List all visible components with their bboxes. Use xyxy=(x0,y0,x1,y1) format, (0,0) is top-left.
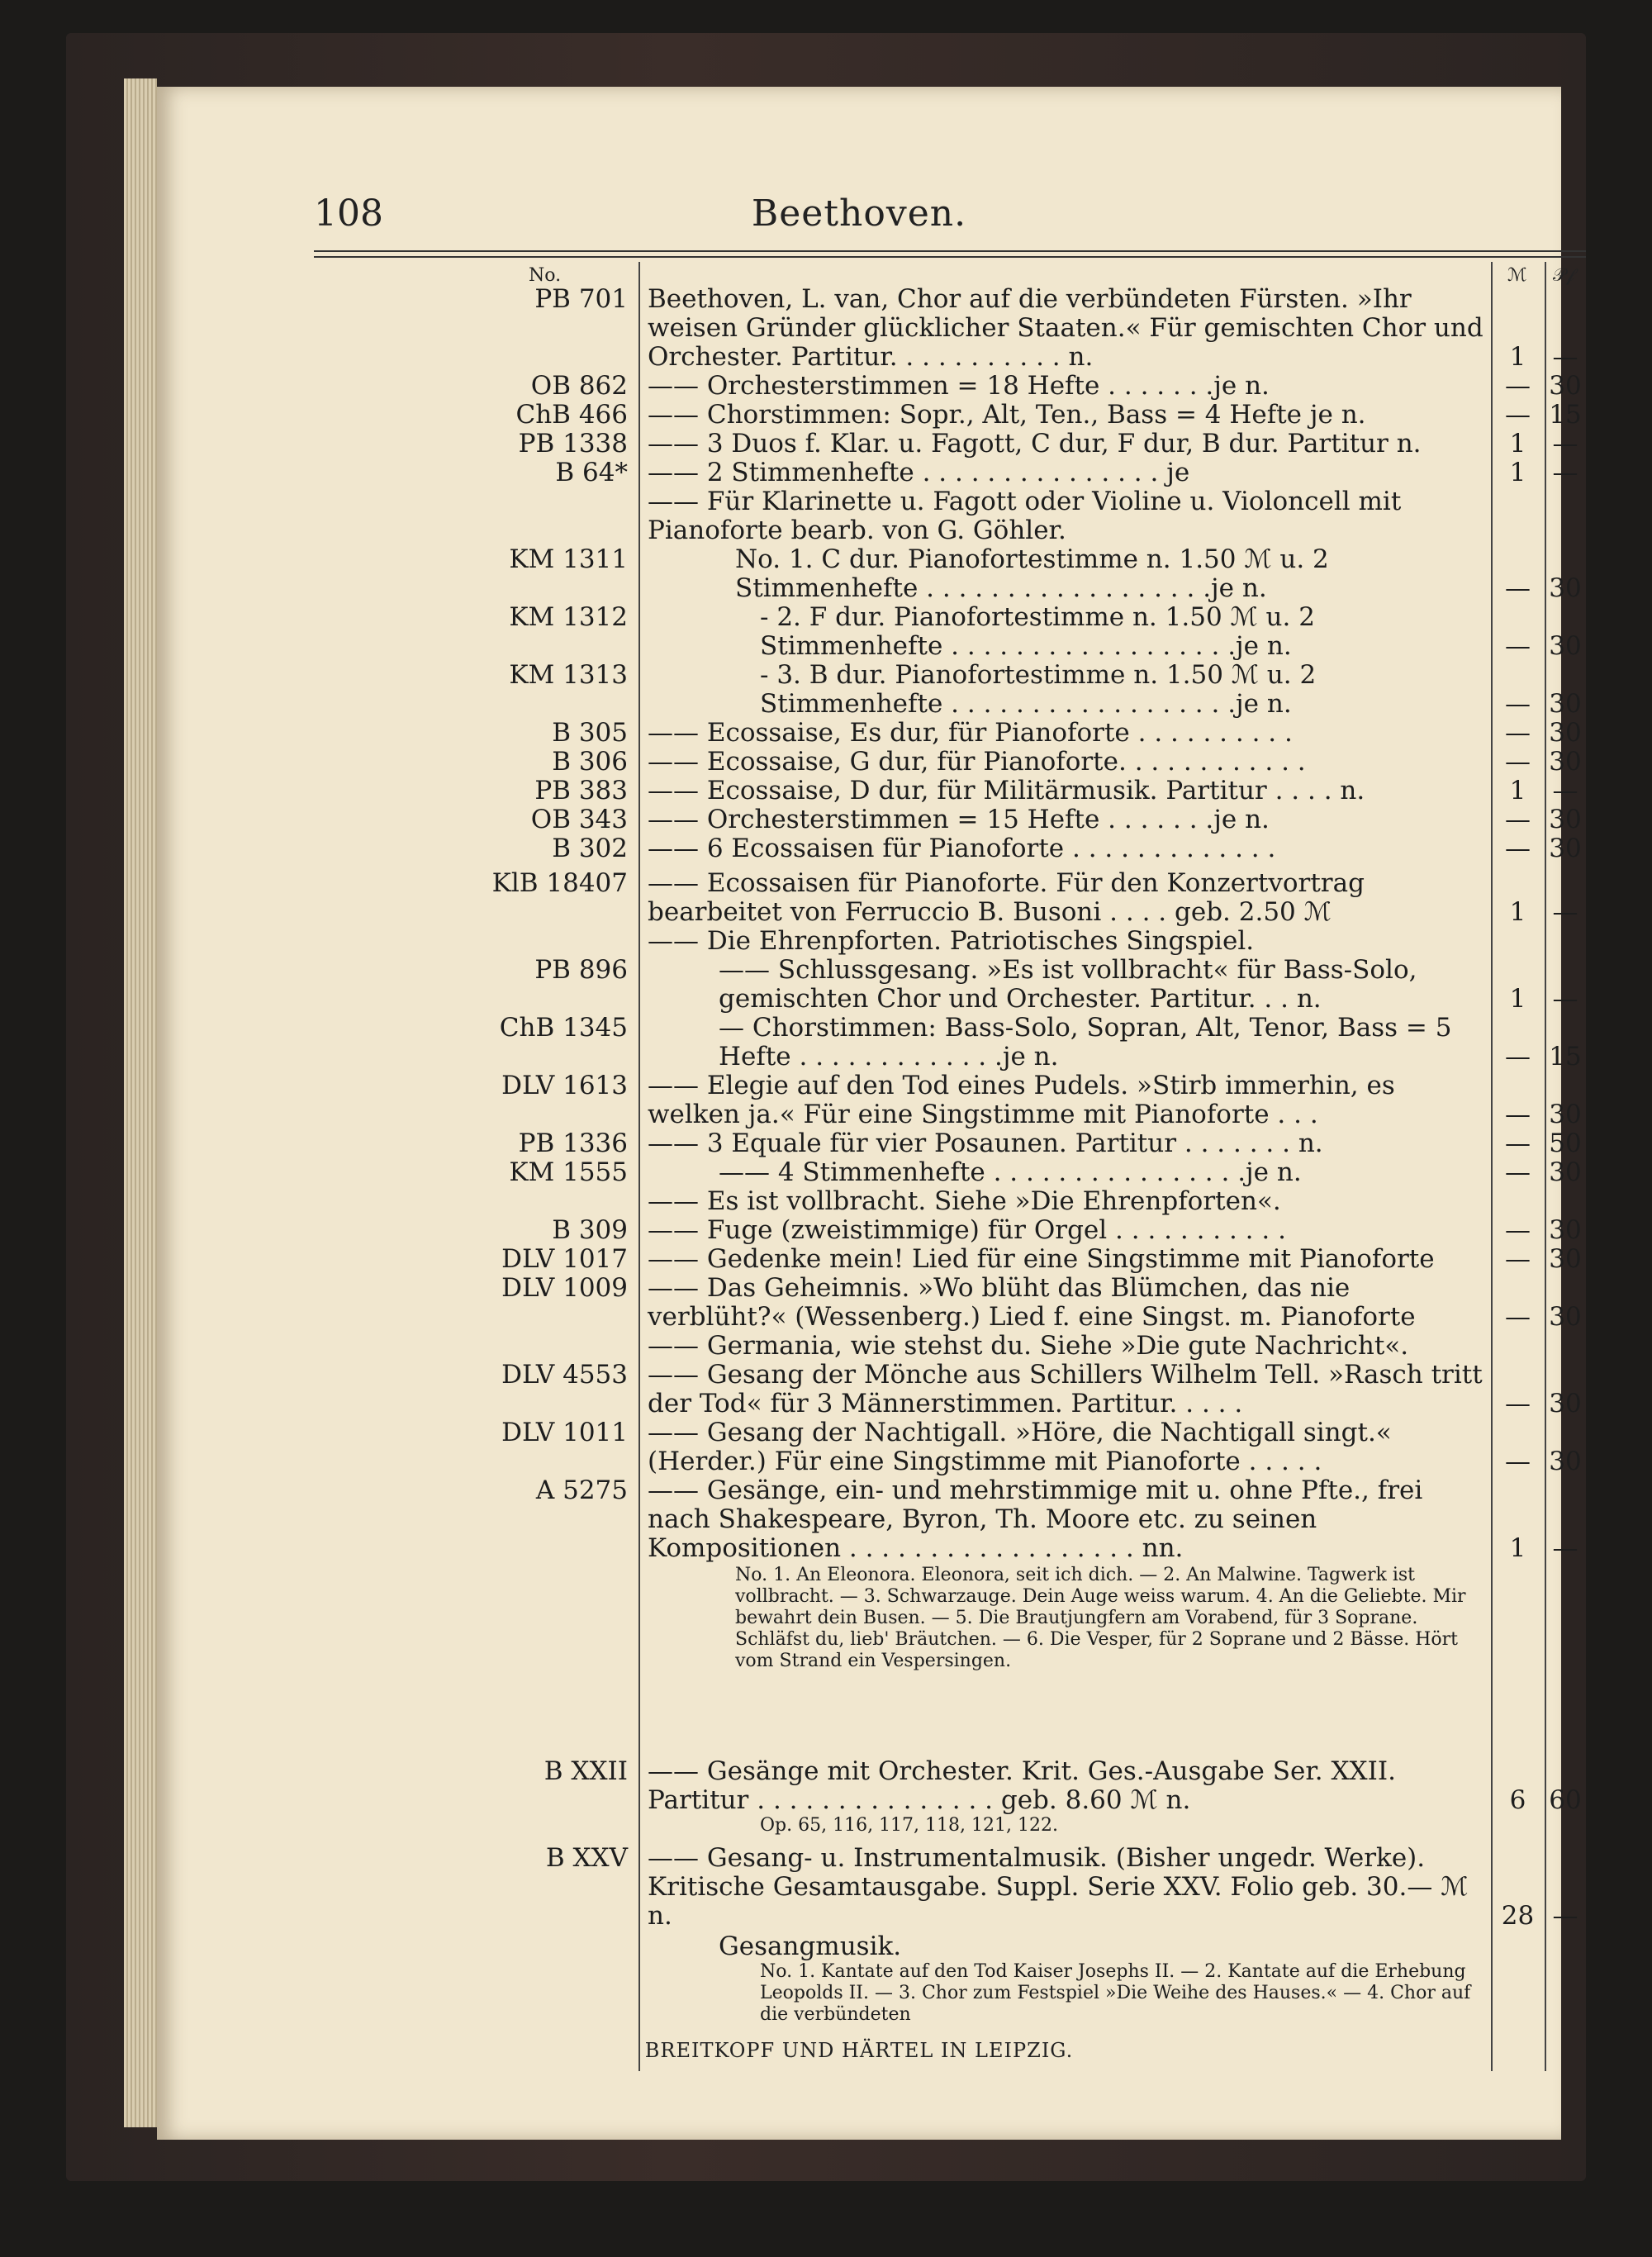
entry-mark: — xyxy=(1505,371,1531,401)
entry-mark: — xyxy=(1505,1302,1531,1332)
entry-mark: — xyxy=(1505,1042,1531,1071)
entry-mark: — xyxy=(1505,1100,1531,1129)
entry-mark: 1 xyxy=(1509,429,1526,459)
entry-text: —— Fuge (zweistimmige) für Orgel . . . . . . . . . . . xyxy=(648,1215,1286,1245)
entry-number: KM 1311 xyxy=(509,544,628,574)
entry-mark: — xyxy=(1505,805,1531,834)
entry-pfennig: 30 xyxy=(1549,1215,1582,1245)
entry-mark: — xyxy=(1505,1447,1531,1476)
entry-number: KM 1312 xyxy=(509,602,628,632)
entry-mark: — xyxy=(1505,689,1531,719)
entry-text: —— Elegie auf den Tod eines Pudels. »Stirb immerhin, es welken ja.« Für eine Singstimme mit Pianoforte . . . xyxy=(648,1071,1395,1129)
entry-text: - 2. F dur. Pianofortestimme n. 1.50 ℳ u. 2 Stimmenhefte . . . . . . . . . . . . . . . . . .je n. xyxy=(760,602,1315,661)
entry-pfennig: — xyxy=(1552,429,1578,459)
entry-pfennig: 30 xyxy=(1549,1447,1582,1476)
entry-pfennig: 30 xyxy=(1549,1244,1582,1274)
entry-number: DLV 1009 xyxy=(501,1273,628,1303)
entry-mark: 28 xyxy=(1501,1901,1535,1931)
entry-pfennig: 30 xyxy=(1549,805,1582,834)
entry-text: —— 6 Ecossaisen für Pianoforte . . . . . . . . . . . . . xyxy=(648,834,1276,863)
page-title: Beethoven. xyxy=(751,192,967,235)
column-header-mark: ℳ xyxy=(1507,265,1527,286)
entry-pfennig: 30 xyxy=(1549,834,1582,863)
note-text: Op. 65, 116, 117, 118, 121, 122. xyxy=(760,1815,1058,1836)
header-rule-double xyxy=(314,256,1586,258)
entry-mark: 1 xyxy=(1509,984,1526,1014)
entry-number: A 5275 xyxy=(535,1475,628,1505)
entry-mark: 1 xyxy=(1509,897,1526,927)
entry-pfennig: 30 xyxy=(1549,1302,1582,1332)
entry-text: —— Gesang der Mönche aus Schillers Wilhelm Tell. »Rasch tritt der Tod« für 3 Männerstimmen. Partitur. . . . . xyxy=(648,1360,1483,1418)
entry-pfennig: — xyxy=(1552,897,1578,927)
entry-number: PB 383 xyxy=(534,776,628,805)
note-text: No. 1. Kantate auf den Tod Kaiser Josephs II. — 2. Kantate auf die Erhebung Leopolds II. — 3. Chor zum Festspiel »Die Weihe des Hauses.« — 4. Chor auf die verbündeten xyxy=(760,1961,1471,2025)
entry-text: —— Gesang- u. Instrumentalmusik. (Bisher ungedr. Werke). Kritische Gesamtausgabe. Suppl. Serie XXV. Folio geb. 30.— ℳ n. xyxy=(648,1843,1469,1931)
page-number: 108 xyxy=(314,192,383,235)
entry-mark: 1 xyxy=(1509,1533,1526,1563)
entry-mark: — xyxy=(1505,573,1531,603)
entry-number: OB 343 xyxy=(530,805,628,834)
entry-pfennig: 30 xyxy=(1549,1389,1582,1418)
entry-text: No. 1. C dur. Pianofortestimme n. 1.50 ℳ u. 2 Stimmenhefte . . . . . . . . . . . . . . . . . .je n. xyxy=(735,544,1329,603)
entry-number: B 64* xyxy=(555,458,628,487)
catalog-table xyxy=(314,262,1586,2071)
entry-text: —— 2 Stimmenhefte . . . . . . . . . . . . . . . je xyxy=(648,458,1190,487)
entry-pfennig: — xyxy=(1552,458,1578,487)
entry-number: OB 862 xyxy=(530,371,628,401)
catalog-page xyxy=(157,87,1582,2140)
entry-text: —— Die Ehrenpforten. Patriotisches Singspiel. xyxy=(648,926,1255,956)
entry-mark: — xyxy=(1505,718,1531,748)
entry-text: —— 3 Equale für vier Posaunen. Partitur . . . . . . . n. xyxy=(648,1128,1323,1158)
entry-text: —— Orchesterstimmen = 18 Hefte . . . . . . .je n. xyxy=(648,371,1270,401)
entry-text: —— Es ist vollbracht. Siehe »Die Ehrenpforten«. xyxy=(648,1186,1281,1216)
entry-text: —— Ecossaisen für Pianoforte. Für den Konzertvortrag bearbeitet von Ferruccio B. Busoni . . . . geb. 2.50 ℳ xyxy=(648,868,1365,927)
entry-mark: — xyxy=(1505,747,1531,777)
entry-mark: — xyxy=(1505,1128,1531,1158)
header-rule xyxy=(314,250,1586,252)
entry-pfennig: 30 xyxy=(1549,631,1582,661)
entry-text: —— Ecossaise, G dur, für Pianoforte. . . . . . . . . . . . xyxy=(648,747,1306,777)
entry-number: ChB 1345 xyxy=(499,1013,628,1043)
entry-number: DLV 1613 xyxy=(501,1071,628,1100)
entry-pfennig: 15 xyxy=(1549,400,1582,430)
entry-text: —— Chorstimmen: Sopr., Alt, Ten., Bass = 4 Hefte je n. xyxy=(648,400,1366,430)
publisher-footer: BREITKOPF UND HÄRTEL IN LEIPZIG. xyxy=(644,2039,1074,2062)
entry-pfennig: — xyxy=(1552,776,1578,805)
entry-text: —— 4 Stimmenhefte . . . . . . . . . . . . . . . .je n. xyxy=(719,1157,1302,1187)
entry-text: — Chorstimmen: Bass-Solo, Sopran, Alt, Tenor, Bass = 5 Hefte . . . . . . . . . . . . .je n. xyxy=(719,1013,1452,1071)
entry-pfennig: 30 xyxy=(1549,718,1582,748)
entry-text: —— Germania, wie stehst du. Siehe »Die gute Nachricht«. xyxy=(648,1331,1409,1361)
entry-text: —— Gesänge, ein- und mehrstimmige mit u. ohne Pfte., frei nach Shakespeare, Byron, Th. Moore etc. zu seinen Kompositionen . . . . . . . . . . . . . . . . . . nn. xyxy=(648,1475,1423,1563)
entry-mark: — xyxy=(1505,1244,1531,1274)
entry-pfennig: 30 xyxy=(1549,1157,1582,1187)
entry-mark: 1 xyxy=(1509,776,1526,805)
entry-number: KM 1313 xyxy=(509,660,628,690)
entry-number: B 309 xyxy=(552,1215,628,1245)
entry-text: —— Gedenke mein! Lied für eine Singstimme mit Pianoforte xyxy=(648,1244,1435,1274)
entry-text: Gesangmusik. xyxy=(719,1932,902,1961)
entry-mark: 1 xyxy=(1509,458,1526,487)
page-edges xyxy=(124,78,157,2127)
entry-number: B XXII xyxy=(544,1756,628,1786)
entry-number: PB 1336 xyxy=(518,1128,628,1158)
entry-pfennig: 30 xyxy=(1549,371,1582,401)
entry-pfennig: 30 xyxy=(1549,573,1582,603)
entry-mark: — xyxy=(1505,834,1531,863)
entry-number: DLV 1011 xyxy=(501,1418,628,1447)
entry-number: ChB 466 xyxy=(515,400,628,430)
entry-pfennig: — xyxy=(1552,1533,1578,1563)
entry-number: PB 1338 xyxy=(518,429,628,459)
entry-pfennig: 30 xyxy=(1549,1100,1582,1129)
entry-number: PB 896 xyxy=(534,955,628,985)
entry-number: B 306 xyxy=(552,747,628,777)
entry-pfennig: — xyxy=(1552,342,1578,372)
entry-text: —— Schlussgesang. »Es ist vollbracht« für Bass-Solo, gemischten Chor und Orchester. Partitur. . . n. xyxy=(719,955,1417,1014)
entry-pfennig: 60 xyxy=(1549,1785,1582,1815)
column-divider xyxy=(638,262,640,2071)
entry-mark: — xyxy=(1505,400,1531,430)
entry-text: Beethoven, L. van, Chor auf die verbündeten Fürsten. »Ihr weisen Gründer glücklicher Staaten.« Für gemischten Chor und Orchester. Partitur. . . . . . . . . . . n. xyxy=(648,284,1483,372)
entry-number: DLV 1017 xyxy=(501,1244,628,1274)
entry-text: —— Für Klarinette u. Fagott oder Violine u. Violoncell mit Pianoforte bearb. von G. Göhler. xyxy=(648,487,1402,545)
entry-mark: — xyxy=(1505,1389,1531,1418)
entry-number: KlB 18407 xyxy=(491,868,628,898)
entry-text: —— Orchesterstimmen = 15 Hefte . . . . . . .je n. xyxy=(648,805,1270,834)
entry-pfennig: 50 xyxy=(1549,1128,1582,1158)
entry-mark: 1 xyxy=(1509,342,1526,372)
column-header-pfennig: 𝒫𝒻 xyxy=(1553,265,1574,286)
entry-number: B XXV xyxy=(545,1843,628,1873)
entry-text: —— Ecossaise, D dur, für Militärmusik. Partitur . . . . n. xyxy=(648,776,1365,805)
entry-number: PB 701 xyxy=(534,284,628,314)
entry-mark: — xyxy=(1505,1157,1531,1187)
entry-text: —— Gesänge mit Orchester. Krit. Ges.-Ausgabe Ser. XXII. Partitur . . . . . . . . . . . . . . . geb. 8.60 ℳ n. xyxy=(648,1756,1396,1815)
note-text: No. 1. An Eleonora. Eleonora, seit ich dich. — 2. An Malwine. Tagwerk ist vollbracht. — 3. Schwarzauge. Dein Auge weiss warum. 4. An die Geliebte. Mir bewahrt dein Busen. — 5. Die Brautjungfern am Vorabend, für 3 Soprane. Schläfst du, lieb' Bräutchen. — 6. Die Vesper, für 2 Soprane und 2 Bässe. Hört vom Strand ein Vespersingen. xyxy=(735,1565,1466,1671)
entry-text: —— 3 Duos f. Klar. u. Fagott, C dur, F dur, B dur. Partitur n. xyxy=(648,429,1422,459)
column-header-no: No. xyxy=(529,265,562,286)
entry-text: —— Das Geheimnis. »Wo blüht das Blümchen, das nie verblüht?« (Wessenberg.) Lied f. eine Singst. m. Pianoforte xyxy=(648,1273,1416,1332)
entry-number: B 305 xyxy=(552,718,628,748)
entry-number: DLV 4553 xyxy=(501,1360,628,1390)
running-head xyxy=(157,192,1561,242)
entry-pfennig: 30 xyxy=(1549,689,1582,719)
entry-text: —— Ecossaise, Es dur, für Pianoforte . . . . . . . . . . xyxy=(648,718,1293,748)
entry-number: B 302 xyxy=(552,834,628,863)
entry-number: KM 1555 xyxy=(509,1157,628,1187)
entry-pfennig: 30 xyxy=(1549,747,1582,777)
entry-pfennig: — xyxy=(1552,1901,1578,1931)
entry-mark: 6 xyxy=(1509,1785,1526,1815)
entry-pfennig: — xyxy=(1552,984,1578,1014)
entry-pfennig: 15 xyxy=(1549,1042,1582,1071)
entry-text: —— Gesang der Nachtigall. »Höre, die Nachtigall singt.« (Herder.) Für eine Singstimme mit Pianoforte . . . . . xyxy=(648,1418,1392,1476)
entry-text: - 3. B dur. Pianofortestimme n. 1.50 ℳ u. 2 Stimmenhefte . . . . . . . . . . . . . . . . . .je n. xyxy=(760,660,1317,719)
entry-mark: — xyxy=(1505,631,1531,661)
entry-mark: — xyxy=(1505,1215,1531,1245)
